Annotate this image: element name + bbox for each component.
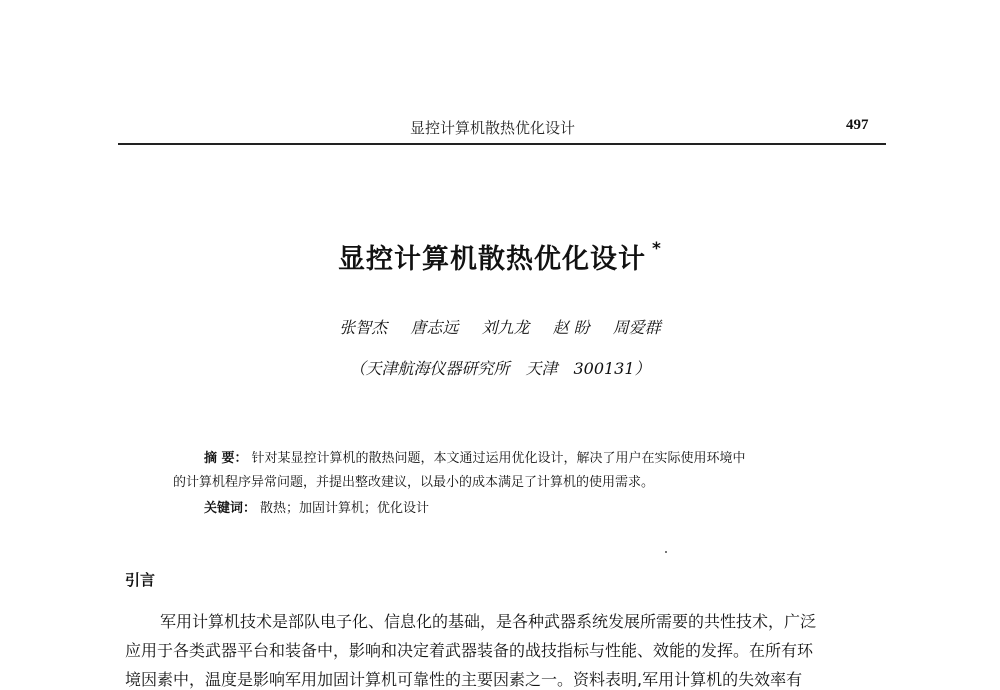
scan-speck bbox=[665, 551, 667, 553]
body-paragraph-line: 境因素中，温度是影响军用加固计算机可靠性的主要因素之一。资料表明,军用计算机的失效率有 bbox=[125, 670, 803, 689]
page-number: 497 bbox=[846, 117, 869, 133]
keywords-line bbox=[204, 497, 429, 516]
paper-title bbox=[0, 237, 1000, 276]
author-list bbox=[0, 315, 1000, 338]
author: 张智杰 bbox=[339, 318, 388, 337]
author: 唐志远 bbox=[410, 318, 459, 337]
paper-title-text: 显控计算机散热优化设计 bbox=[338, 244, 647, 275]
abstract-line: 的计算机程序异常问题，并提出整改建议，以最小的成本满足了计算机的使用需求。 bbox=[173, 475, 655, 490]
affiliation: （天津航海仪器研究所 天津 300131） bbox=[349, 359, 651, 378]
author: 赵 盼 bbox=[552, 318, 590, 337]
keywords-label: 关键词： bbox=[204, 501, 257, 516]
author: 周爱群 bbox=[612, 318, 661, 337]
abstract-line bbox=[204, 447, 746, 466]
running-title: 显控计算机散热优化设计 bbox=[410, 119, 576, 137]
title-footnote-mark: * bbox=[652, 239, 662, 259]
header-rule bbox=[118, 143, 886, 145]
body-paragraph-line: 应用于各类武器平台和装备中，影响和决定着武器装备的战技指标与性能、效能的发挥。在所有环 bbox=[125, 641, 814, 660]
abstract-text: 针对某显控计算机的散热问题，本文通过运用优化设计，解决了用户在实际使用环境中 bbox=[251, 451, 746, 466]
section-heading-intro: 引言 bbox=[125, 571, 156, 589]
keywords-text: 散热；加固计算机；优化设计 bbox=[260, 501, 430, 516]
author: 刘九龙 bbox=[481, 318, 530, 337]
body-paragraph-line: 军用计算机技术是部队电子化、信息化的基础，是各种武器系统发展所需要的共性技术，广泛 bbox=[160, 612, 817, 631]
abstract-label: 摘 要： bbox=[204, 451, 248, 466]
